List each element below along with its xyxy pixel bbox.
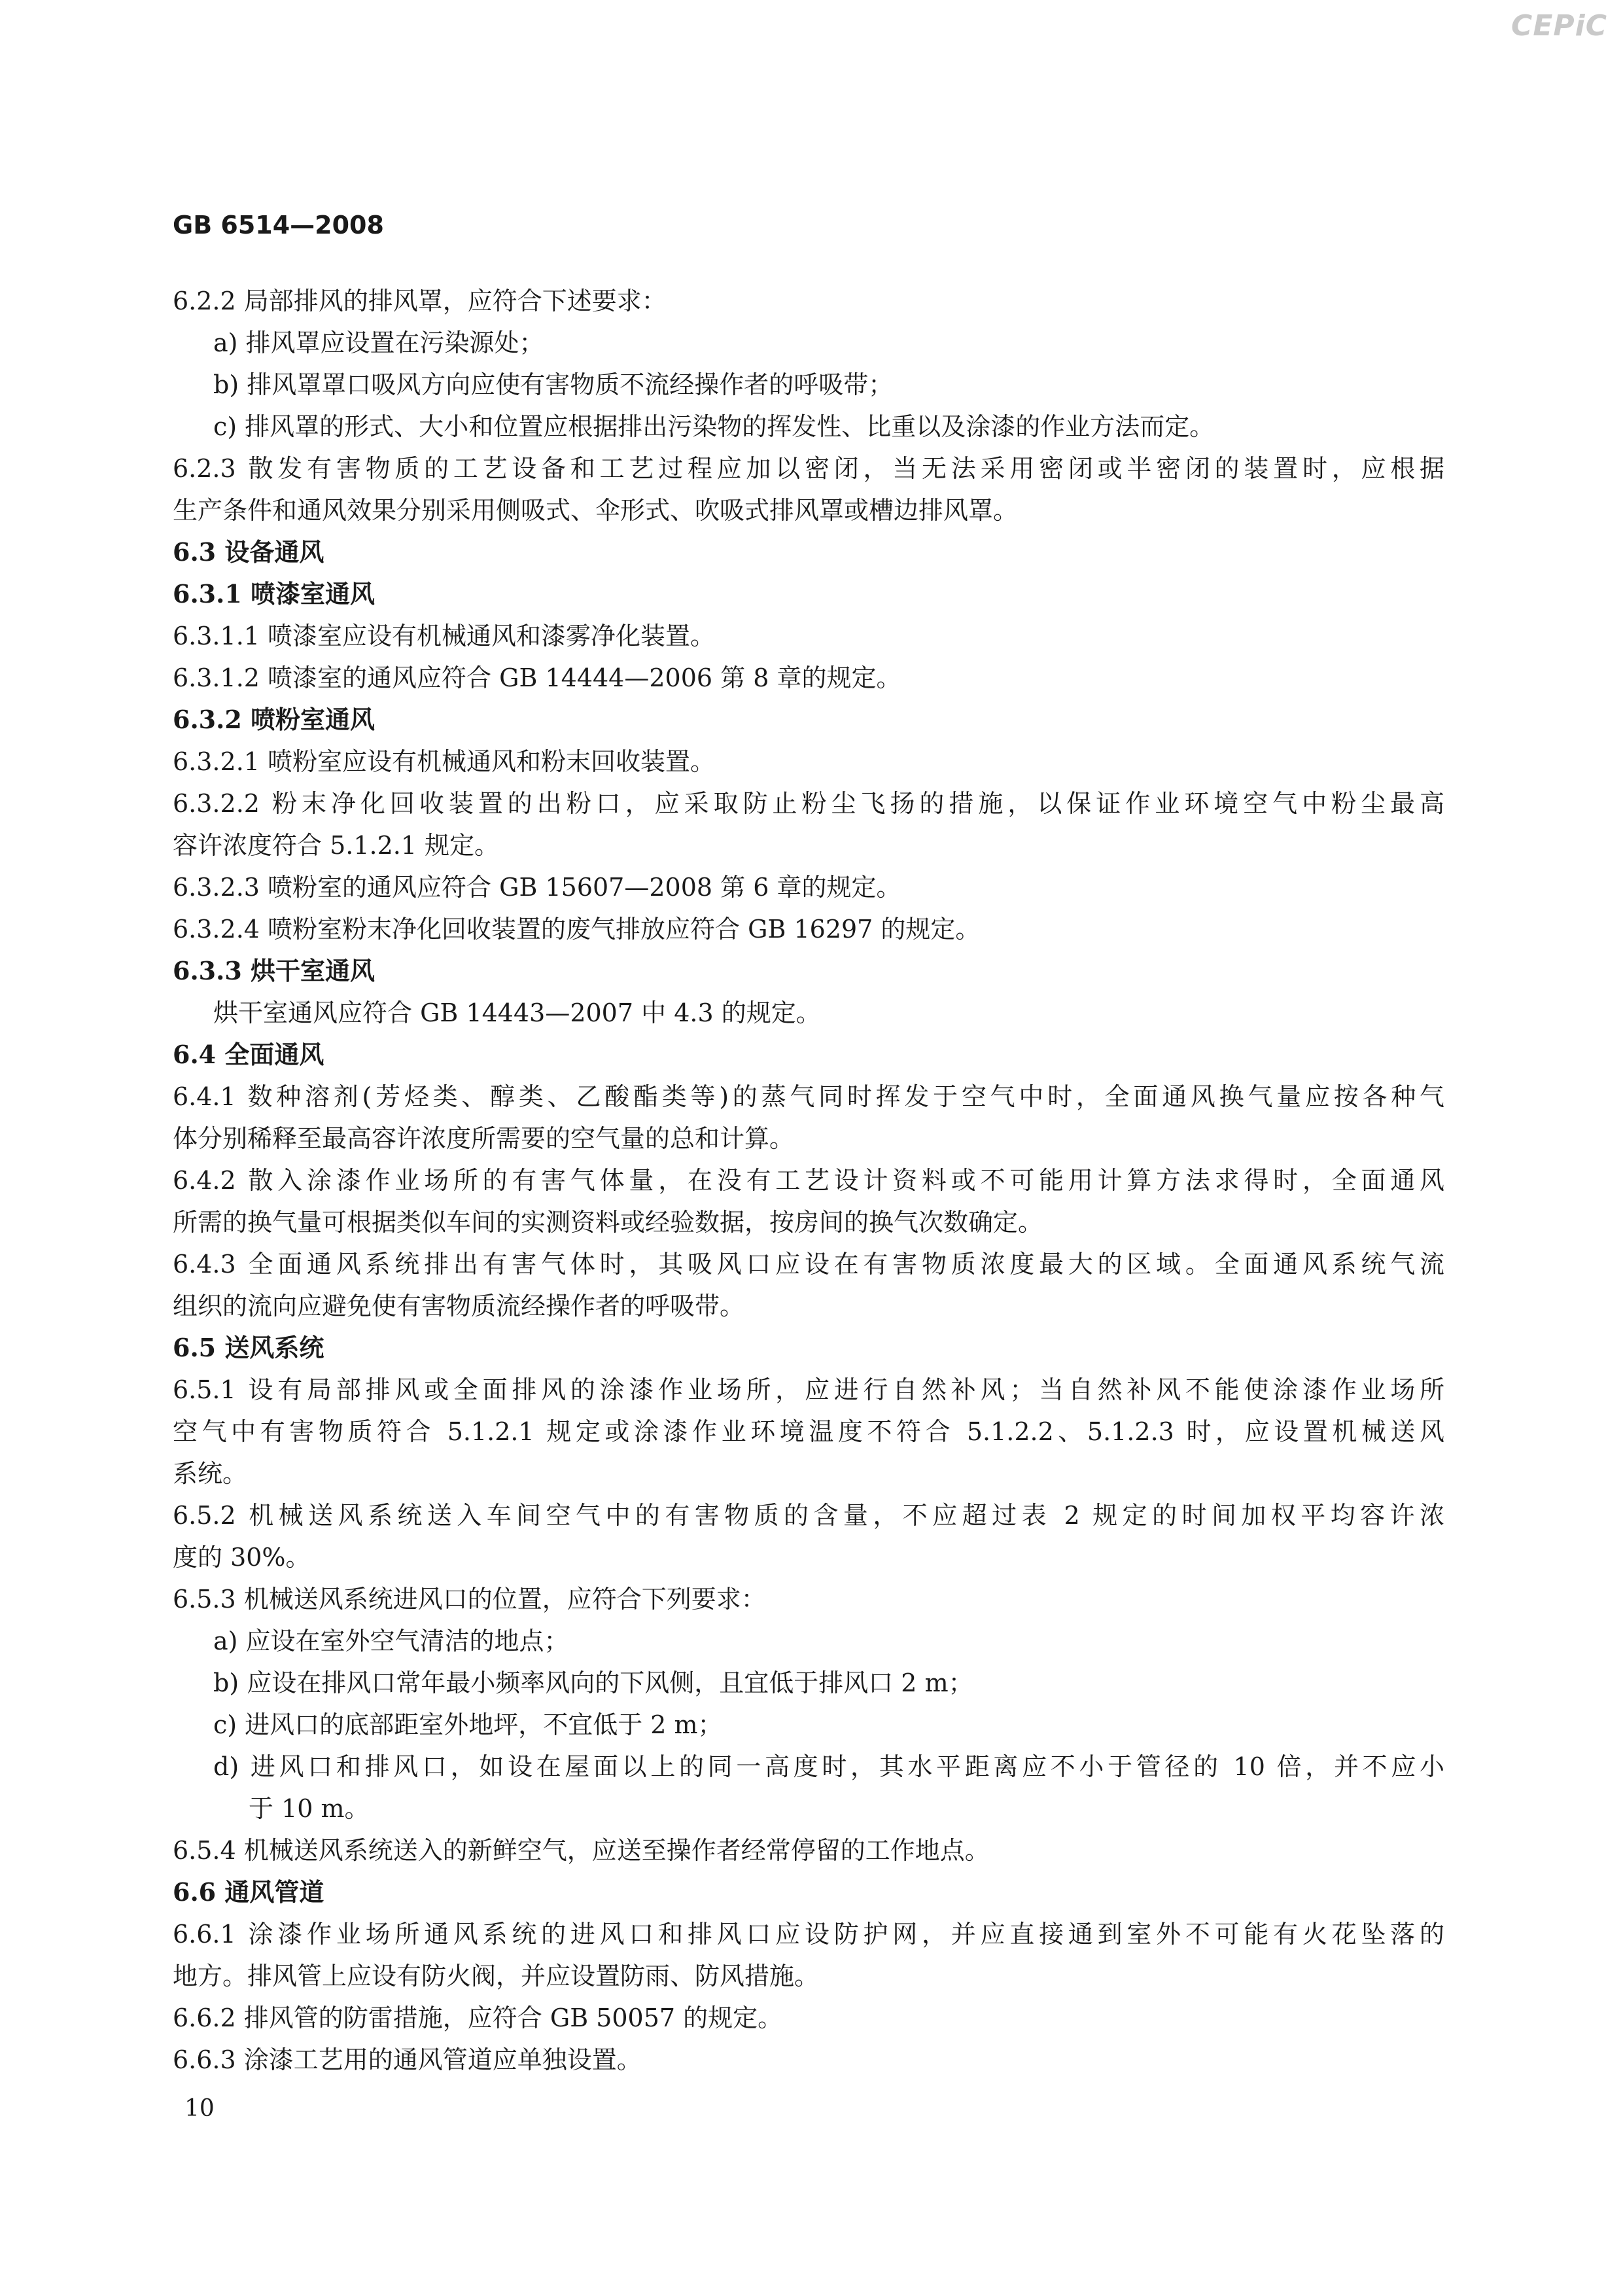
document-body xyxy=(173,280,1444,2081)
list-item-a: a) 排风罩应设置在污染源处； xyxy=(213,328,544,357)
clause-6-5-2-cont: 度的 30%。 xyxy=(173,1543,311,1572)
clause-6-2-2: 6.2.2 局部排风的排风罩，应符合下述要求： xyxy=(173,287,667,315)
clause-6-4-3: 6.4.3 全面通风系统排出有害气体时，其吸风口应设在有害物质浓度最大的区域。全面通风系统气流 xyxy=(173,1250,1444,1279)
clause-6-6-1: 6.6.1 涂漆作业场所通风系统的进风口和排风口应设防护网，并应直接通到室外不可能有火花坠落的 xyxy=(173,1920,1444,1949)
clause-6-5-1: 6.5.1 设有局部排风或全面排风的涂漆作业场所，应进行自然补风；当自然补风不能使涂漆作业场所 xyxy=(173,1375,1444,1404)
clause-6-3-2-1: 6.3.2.1 喷粉室应设有机械通风和粉末回收装置。 xyxy=(173,747,716,776)
clause-6-3-2-2: 6.3.2.2 粉末净化回收装置的出粉口，应采取防止粉尘飞扬的措施，以保证作业环境空气中粉尘最高 xyxy=(173,789,1444,818)
standard-code-header: GB 6514—2008 xyxy=(173,211,384,239)
subsection-heading-6-3-1: 6.3.1 喷漆室通风 xyxy=(173,579,375,609)
clause-6-5-2: 6.5.2 机械送风系统送入车间空气中的有害物质的含量，不应超过表 2 规定的时间加权平均容许浓 xyxy=(173,1501,1444,1530)
cepic-watermark: CEPiC xyxy=(1511,9,1607,43)
list-item-c: c) 排风罩的形式、大小和位置应根据排出污染物的挥发性、比重以及涂漆的作业方法而定。 xyxy=(213,412,1215,441)
clause-6-3-2-2-cont: 容许浓度符合 5.1.2.1 规定。 xyxy=(173,831,500,860)
clause-6-4-2-cont: 所需的换气量可根据类似车间的实测资料或经验数据，按房间的换气次数确定。 xyxy=(173,1208,1043,1237)
clause-6-5-4: 6.5.4 机械送风系统送入的新鲜空气，应送至操作者经常停留的工作地点。 xyxy=(173,1836,990,1865)
clause-6-4-2: 6.4.2 散入涂漆作业场所的有害气体量，在没有工艺设计资料或不可能用计算方法求得时，全面通风 xyxy=(173,1166,1444,1195)
subsection-heading-6-3-2: 6.3.2 喷粉室通风 xyxy=(173,705,375,734)
subsection-heading-6-3-3: 6.3.3 烘干室通风 xyxy=(173,956,375,985)
section-heading-6-5: 6.5 送风系统 xyxy=(173,1333,324,1362)
clause-6-3-1-1: 6.3.1.1 喷漆室应设有机械通风和漆雾净化装置。 xyxy=(173,622,716,650)
section-heading-6-6: 6.6 通风管道 xyxy=(173,1877,324,1907)
clause-6-4-1-cont: 体分别稀释至最高容许浓度所需要的空气量的总和计算。 xyxy=(173,1124,795,1153)
clause-6-5-1-cont: 空气中有害物质符合 5.1.2.1 规定或涂漆作业环境温度不符合 5.1.2.2、5.1.2.3 时，应设置机械送风 xyxy=(173,1417,1444,1446)
clause-6-2-3-cont: 生产条件和通风效果分别采用侧吸式、伞形式、吹吸式排风罩或槽边排风罩。 xyxy=(173,496,1019,525)
list-item-b: b) 应设在排风口常年最小频率风向的下风侧，且宜低于排风口 2 m； xyxy=(213,1669,973,1697)
list-item-d-cont: 于 10 m。 xyxy=(249,1794,370,1823)
clause-6-6-1-cont: 地方。排风管上应设有防火阀，并应设置防雨、防风措施。 xyxy=(173,1962,820,1990)
section-heading-6-3: 6.3 设备通风 xyxy=(173,537,324,567)
clause-6-5-3: 6.5.3 机械送风系统进风口的位置，应符合下列要求： xyxy=(173,1585,766,1614)
list-item-d: d) 进风口和排风口，如设在屋面以上的同一高度时，其水平距离应不小于管径的 10 倍，并不应小 xyxy=(213,1752,1444,1781)
page-number: 10 xyxy=(184,2095,215,2122)
list-item-a: a) 应设在室外空气清洁的地点； xyxy=(213,1627,569,1655)
clause-6-3-3-body: 烘干室通风应符合 GB 14443—2007 中 4.3 的规定。 xyxy=(213,998,821,1027)
clause-6-4-1: 6.4.1 数种溶剂(芳烃类、醇类、乙酸酯类等)的蒸气同时挥发于空气中时，全面通风换气量应按各种气 xyxy=(173,1082,1444,1111)
clause-6-6-2: 6.6.2 排风管的防雷措施，应符合 GB 50057 的规定。 xyxy=(173,2004,783,2032)
list-item-c: c) 进风口的底部距室外地坪，不宜低于 2 m； xyxy=(213,1710,723,1739)
clause-6-3-2-4: 6.3.2.4 喷粉室粉末净化回收装置的废气排放应符合 GB 16297 的规定。 xyxy=(173,915,981,944)
clause-6-4-3-cont: 组织的流向应避免使有害物质流经操作者的呼吸带。 xyxy=(173,1292,745,1320)
clause-6-5-1-end: 系统。 xyxy=(173,1459,248,1488)
clause-6-3-1-2: 6.3.1.2 喷漆室的通风应符合 GB 14444—2006 第 8 章的规定。 xyxy=(173,663,901,692)
clause-6-2-3: 6.2.3 散发有害物质的工艺设备和工艺过程应加以密闭，当无法采用密闭或半密闭的装置时，应根据 xyxy=(173,454,1444,483)
list-item-b: b) 排风罩罩口吸风方向应使有害物质不流经操作者的呼吸带； xyxy=(213,370,894,399)
clause-6-6-3: 6.6.3 涂漆工艺用的通风管道应单独设置。 xyxy=(173,2045,642,2074)
clause-6-3-2-3: 6.3.2.3 喷粉室的通风应符合 GB 15607—2008 第 6 章的规定。 xyxy=(173,873,901,902)
section-heading-6-4: 6.4 全面通风 xyxy=(173,1040,324,1069)
